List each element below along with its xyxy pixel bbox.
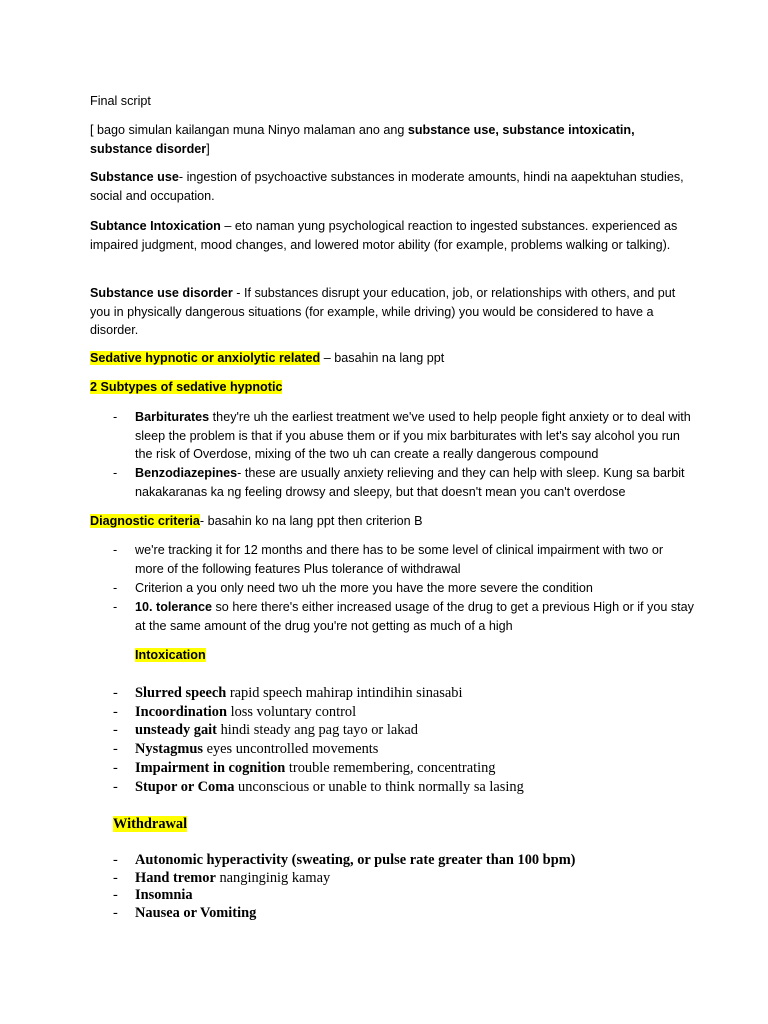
list-bullet: - — [113, 905, 118, 921]
intro-text: [ bago simulan kailangan muna Ninyo malaman ano ang — [90, 123, 408, 137]
list-item-term: Hand tremor — [135, 870, 216, 886]
sedative-heading-line — [90, 349, 690, 368]
list-bullet: - — [113, 887, 118, 903]
list-item-term: Barbiturates — [135, 410, 210, 424]
intoxication-paragraph — [90, 217, 690, 254]
intoxication-term: Subtance Intoxication — [90, 219, 221, 233]
list-item-text: nanginginig kamay — [215, 870, 331, 886]
list-item-text: we're tracking it for 12 months and there has to be some level of clinical impairment with two or more of the following features Plus tolerance of withdrawal — [135, 543, 664, 576]
subtypes-heading-line — [90, 378, 690, 397]
list-item-term: Incoordination — [135, 704, 227, 720]
list-item-text: trouble remembering, concentrating — [285, 760, 496, 776]
list-item — [135, 778, 695, 797]
list-item — [135, 740, 695, 759]
list-bullet: - — [113, 685, 118, 701]
list-item — [135, 598, 695, 635]
list-item — [135, 904, 695, 923]
list-item-term: Insomnia — [135, 887, 193, 903]
sedative-heading: Sedative hypnotic or anxiolytic related — [90, 351, 321, 365]
withdrawal-heading-line — [113, 815, 673, 834]
intoxication-text: – eto naman yung psychological reaction to ingested substances. experienced as impaired judgment, mood changes, and lowered motor ability (for example, problems walking or talking). — [90, 219, 678, 252]
criteria-heading-line — [90, 512, 690, 531]
list-bullet: - — [113, 600, 118, 614]
intro-bold-text: substance use, substance intoxicatin, substance disorder — [90, 123, 635, 156]
intoxication-heading: Intoxication — [135, 648, 206, 662]
list-bullet: - — [113, 760, 118, 776]
list-item-term: Benzodiazepines — [135, 466, 238, 480]
list-item — [135, 703, 695, 722]
list-item — [135, 869, 695, 888]
list-item-text: they're uh the earliest treatment we've used to help people fight anxiety or to deal with sleep the problem is that if you abuse them or if you mix barbiturates with let's say alcohol you run the risk of Overdose, mixing of the two uh can create a really dangerous compound — [135, 410, 691, 462]
list-bullet: - — [113, 581, 118, 595]
list-item — [135, 886, 695, 905]
list-bullet: - — [113, 704, 118, 720]
list-item-term: Stupor or Coma — [135, 779, 235, 795]
disorder-paragraph — [90, 284, 690, 340]
list-bullet: - — [113, 852, 118, 868]
list-item-term: Slurred speech — [135, 685, 227, 701]
list-item-term: Autonomic hyperactivity (sweating, or pulse rate greater than 100 bpm) — [135, 852, 576, 868]
list-item — [135, 464, 695, 501]
list-bullet: - — [113, 410, 118, 424]
intro-paragraph — [90, 121, 690, 158]
intro-end: ] — [206, 141, 210, 156]
list-bullet: - — [113, 741, 118, 757]
list-bullet: - — [113, 779, 118, 795]
criteria-heading: Diagnostic criteria — [90, 514, 200, 528]
list-item-term: Nausea or Vomiting — [135, 905, 257, 921]
intoxication-heading-line — [135, 646, 735, 665]
list-item — [135, 759, 695, 778]
list-bullet: - — [113, 722, 118, 738]
list-bullet: - — [113, 466, 118, 480]
document-title: Final script — [90, 94, 151, 108]
list-item-term: Impairment in cognition — [135, 760, 286, 776]
list-item-text: loss voluntary control — [226, 704, 357, 720]
list-item — [135, 851, 695, 870]
list-item-text: eyes uncontrolled movements — [202, 741, 379, 757]
list-bullet: - — [113, 543, 118, 557]
substance-use-text: - ingestion of psychoactive substances in moderate amounts, hindi na aapektuhan studies, social and occupation. — [90, 170, 684, 203]
list-item — [135, 408, 695, 464]
list-item — [135, 579, 695, 598]
withdrawal-heading: Withdrawal — [113, 816, 188, 832]
list-item-text: hindi steady ang pag tayo or lakad — [216, 722, 418, 738]
disorder-text: - If substances disrupt your education, job, or relationships with others, and put you in physically dangerous situations (for example, while driving) you would be considered to have a disorder. — [90, 286, 676, 338]
list-bullet: - — [113, 870, 118, 886]
sedative-suffix: – basahin na lang ppt — [320, 351, 445, 365]
list-item — [135, 721, 695, 740]
list-item — [135, 684, 695, 703]
substance-use-term: Substance use — [90, 170, 179, 184]
list-item-text: so here there's either increased usage of the drug to get a previous High or if you stay at the same amount of the drug you're not getting as much of a high — [135, 600, 694, 633]
subtypes-heading: 2 Subtypes of sedative hypnotic — [90, 380, 283, 394]
criteria-suffix: - basahin ko na lang ppt then criterion B — [199, 514, 423, 528]
disorder-term: Substance use disorder — [90, 286, 233, 300]
list-item-text: - these are usually anxiety relieving and they can help with sleep. Kung sa barbit nakakaranas ka ng feeling drowsy and sleepy, but that doesn't mean you can't overdose — [135, 466, 685, 499]
list-item — [135, 541, 695, 578]
substance-use-paragraph — [90, 168, 690, 205]
list-item-term: Nystagmus — [135, 741, 203, 757]
list-item-term: unsteady gait — [135, 722, 217, 738]
list-item-term: 10. tolerance — [135, 600, 213, 614]
list-item-text: unconscious or unable to think normally sa lasing — [234, 779, 524, 795]
list-item-text: rapid speech mahirap intindihin sinasabi — [226, 685, 463, 701]
list-item-text: Criterion a you only need two uh the more you have the more severe the condition — [135, 581, 593, 595]
